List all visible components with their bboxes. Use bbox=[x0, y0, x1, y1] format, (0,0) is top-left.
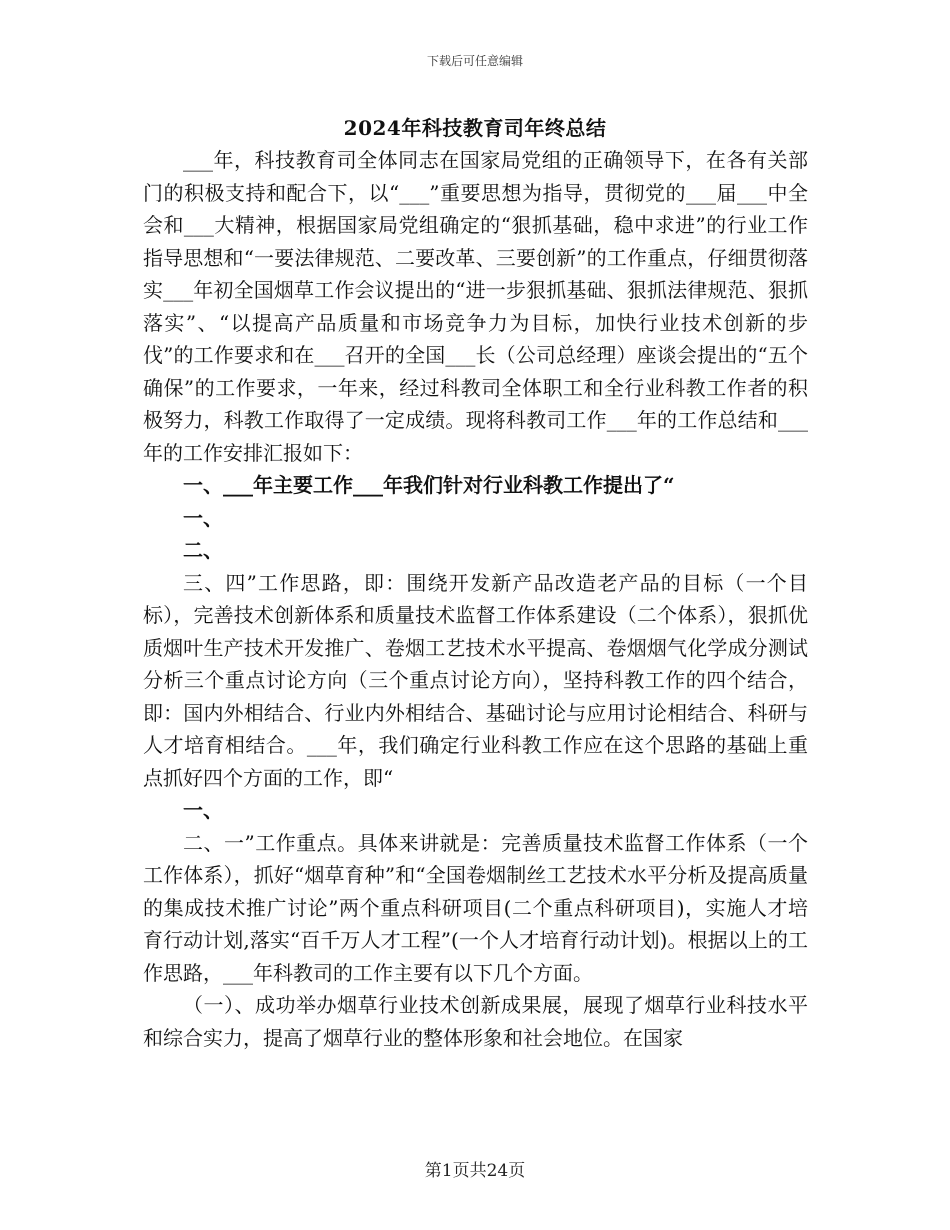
paragraph-work-approach: 三、四”工作思路，即：围绕开发新产品改造老产品的目标（一个目标），完善技术创新体系和质量技术监督工作体系建设（二个体系），狠抓优质烟叶生产技术开发推广、卷烟工艺技术水平提高、卷烟烟气化学成分测试分析三个重点讨论方向（三个重点讨论方向），坚持科教工作的四个结合，即：国内外相结合、行业内外相结合、基础讨论与应用讨论相结合、科研与人才培育相结合。___年，我们确定行业科教工作应在这个思路的基础上重点抓好四个方面的工作，即“ bbox=[143, 570, 808, 790]
header-note: 下载后可任意编辑 bbox=[426, 54, 523, 68]
section-heading-one-b: 一、 bbox=[183, 798, 223, 822]
section-heading-two: 二、 bbox=[183, 538, 223, 562]
document-title: 2024年科技教育司年终总结 bbox=[343, 116, 607, 140]
document-body bbox=[143, 144, 808, 1054]
page-number: 第1页共24页 bbox=[424, 1161, 526, 1181]
paragraph-intro: ___年，科技教育司全体同志在国家局党组的正确领导下，在各有关部门的积极支持和配合下，以“___”重要思想为指导，贯彻党的___届___中全会和___大精神，根据国家局党组确定的“狠抓基础，稳中求进”的行业工作指导思想和“一要法律规范、二要改革、三要创新”的工作重点，仔细贯彻落实___年初全国烟草工作会议提出的“进一步狠抓基础、狠抓法律规范、狠抓落实”、“以提高产品质量和市场竞争力为目标，加快行业技术创新的步伐”的工作要求和在___召开的全国___长（公司总经理）座谈会提出的“五个确保”的工作要求，一年来，经过科教司全体职工和全行业科教工作者的积极努力，科教工作取得了一定成绩。现将科教司工作___年的工作总结和___年的工作安排汇报如下： bbox=[143, 148, 808, 465]
section-heading-main-work: 一、___年主要工作___年我们针对行业科教工作提出了“ bbox=[183, 473, 675, 497]
paragraph-innovation-exhibition: （一）、成功举办烟草行业技术创新成果展，展现了烟草行业科技水平和综合实力，提高了烟草行业的整体形象和社会地位。在国家 bbox=[143, 993, 808, 1050]
paragraph-work-focus: 二、一”工作重点。具体来讲就是：完善质量技术监督工作体系（一个工作体系），抓好“烟草育种”和“全国卷烟制丝工艺技术水平分析及提高质量的集成技术推广讨论”两个重点科研项目(二个重点科研项目)，实施人才培育行动计划,落实“百千万人才工程”(一个人才培育行动计划)。根据以上的工作思路，___年科教司的工作主要有以下几个方面。 bbox=[143, 830, 808, 985]
section-heading-one: 一、 bbox=[183, 505, 223, 530]
